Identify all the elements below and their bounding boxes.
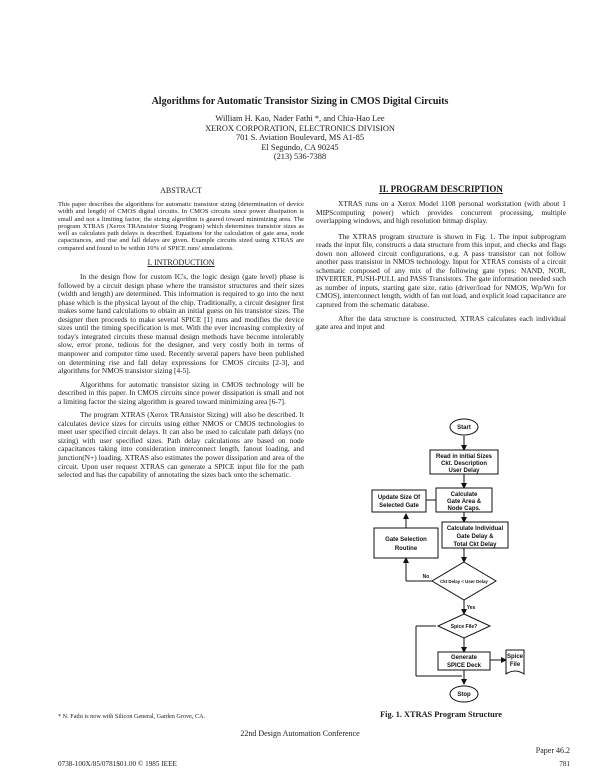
- intro-paragraph-3: The program XTRAS (Xerox TRAnsistor Sizing) will also be described. It calculates device sizes for circuits using either NMOS or CMOS technologies to meet user specified circuit delays. It can also be used to calculate path delays (no sizing) with user specified sizes. Path delay calculations are based on node capacitances taking into consideration interconnect length, fanout loading, and junction(N+) loading. XTRAS also estimates the power dissipation and area of the circuit. Upon user request XTRAS can generate a SPICE input file for the path selected and has the capability of annotating the sizes back onto the schematic.: [58, 410, 304, 480]
- program-paragraph-2: The XTRAS program structure is shown in Fig. 1. The input subprogram reads the input file, constructs a data structure from this input, and checks and flags down non allowed circuit configurations, e.g. A pass transistor can not follow another pass transistor in NMOS technology. Input for XTRAS consists of a circuit schematic composed of any mix of the following gate types: NAND, NOR, INVERTER, PUSH-PULL and PASS Transistors. The gate information needed such as number of inputs, starting gate size, ratio (driver/load for NMOS, Wp/Wn for CMOS), interconnect length, width of fan out load, and explicit load capacitance are captured from the schematic database.: [316, 231, 566, 310]
- flow-generate-line1: Generate: [450, 655, 478, 661]
- flow-gate-selection-box: [374, 528, 438, 558]
- figure-caption: Fig. 1. XTRAS Program Structure: [380, 710, 502, 719]
- paper-number: Paper 46.2: [535, 746, 570, 755]
- flow-calc-delay-line2: Gate Delay &: [456, 534, 494, 540]
- flow-spice-file-line2: File: [509, 662, 521, 668]
- flow-spice-file-line1: Spice: [506, 654, 524, 660]
- flow-update-line2: Selected Gate: [379, 503, 419, 509]
- author-names: William H. Kao, Nader Fathi *, and Chia-Hao Lee: [215, 114, 385, 123]
- footnote: * N. Fathi is now with Silicon General, Garden Grove, CA.: [58, 713, 206, 720]
- flow-generate-line2: SPICE Deck: [446, 663, 482, 669]
- author-address: 701 S. Aviation Boulevard, MS A1-85: [235, 133, 365, 143]
- flow-calc-delay-line1: Calculate Individual: [446, 526, 504, 532]
- intro-heading: I. INTRODUCTION: [147, 258, 215, 268]
- program-heading: II. PROGRAM DESCRIPTION: [379, 184, 503, 194]
- right-column: [316, 184, 566, 332]
- flow-selection-line2: Routine: [394, 546, 418, 552]
- flow-spice-decision-label: Spice File?: [450, 624, 478, 630]
- flow-read-line2: Ckt. Description: [440, 461, 488, 467]
- author-city: El Segundo, CA 90245: [261, 142, 339, 152]
- flow-read-line1: Read in initial Sizes: [435, 454, 493, 460]
- left-column: [58, 186, 304, 480]
- flow-delay-decision-label: Ckt Delay < User Delay: [440, 579, 488, 584]
- flow-selection-line1: Gate Selection: [385, 537, 427, 543]
- flow-calc-area-line2: Gate Area &: [446, 499, 482, 505]
- copyright-line: 0738-100X/85/0781$01.00 © 1985 IEEE: [58, 760, 177, 768]
- program-paragraph-1: XTRAS runs on a Xerox Model 1108 personal workstation (with about 1 MIPScomputing power) which provides concurrent processing, multiple overlapping windows, and high resolution bitmap display.: [316, 199, 566, 226]
- paper-title: Algorithms for Automatic Transistor Sizing in CMOS Digital Circuits: [151, 96, 449, 107]
- intro-paragraph-2: Algorithms for automatic transistor sizing in CMOS technology will be described in this paper. In CMOS circuits since power dissipation is small and not a limiting factor the sizing algorithm is geared toward minimizing area [6-7].: [58, 379, 304, 406]
- flow-calc-delay-line3: Total Ckt Delay: [453, 542, 497, 548]
- author-block: [0, 114, 600, 162]
- program-flowchart: [368, 418, 528, 704]
- flow-yes-label: Yes: [466, 605, 476, 611]
- page-number: 781: [559, 760, 570, 768]
- abstract-text: This paper describes the algorithms for automatic transistor sizing (determination of device width and length) of CMOS digital circuits. In CMOS circuits since power dissipation is small and not a limiting factor, the sizing algorithm is geared toward minimizing area. The program XTRAS (Xerox TRAnsistor Sizing Program) which determines transistor sizes as well as calculates path delays is described. Equations for the calculation of gate area, node capacitances, and rise and fall delays are given. Example circuits sized using XTRAS are compared and found to be within 10% of SPICE runs' simulations.: [58, 201, 304, 252]
- intro-paragraph-1: In the design flow for custom IC's, the logic design (gate level) phase is followed by a circuit design phase where the transistor structures and their sizes (width and length) are determined. This information is required to go into the next phase which is the physical layout of the chip. Traditionally, a circuit designer first makes some hand calculations to obtain an initial guess on his transistor sizes. The designer then proceeds to make several SPICE [1] runs and modifies the device sizes until the timing specification is met. With the ever increasing complexity of today's integrated circuits these manual design methods have become intolerably slow, error prone, tedious for the designer, and very costly both in terms of manpower and computer time used. Recently several papers have been published on determining rise and fall delay expressions for CMOS circuits [2-3], and algorithms for NMOS transistor sizing [4-5].: [58, 272, 304, 376]
- flow-read-line3: User Delay: [448, 468, 480, 474]
- abstract-heading: ABSTRACT: [160, 186, 202, 195]
- author-affiliation: XEROX CORPORATION, ELECTRONICS DIVISION: [205, 123, 395, 133]
- flow-calc-area-line1: Calculate: [450, 492, 478, 498]
- flow-stop-label: Stop: [457, 692, 471, 698]
- conference-name: 22nd Design Automation Conference: [240, 729, 360, 738]
- author-phone: (213) 536-7388: [273, 152, 327, 162]
- flow-no-label: No: [422, 574, 430, 580]
- program-paragraph-3: After the data structure is constructed, XTRAS calculates each individual gate area and input and: [316, 313, 566, 332]
- flow-calc-area-line3: Node Caps.: [447, 506, 481, 512]
- flow-update-line1: Update Size Of: [377, 495, 421, 501]
- flow-start-label: Start: [457, 425, 471, 431]
